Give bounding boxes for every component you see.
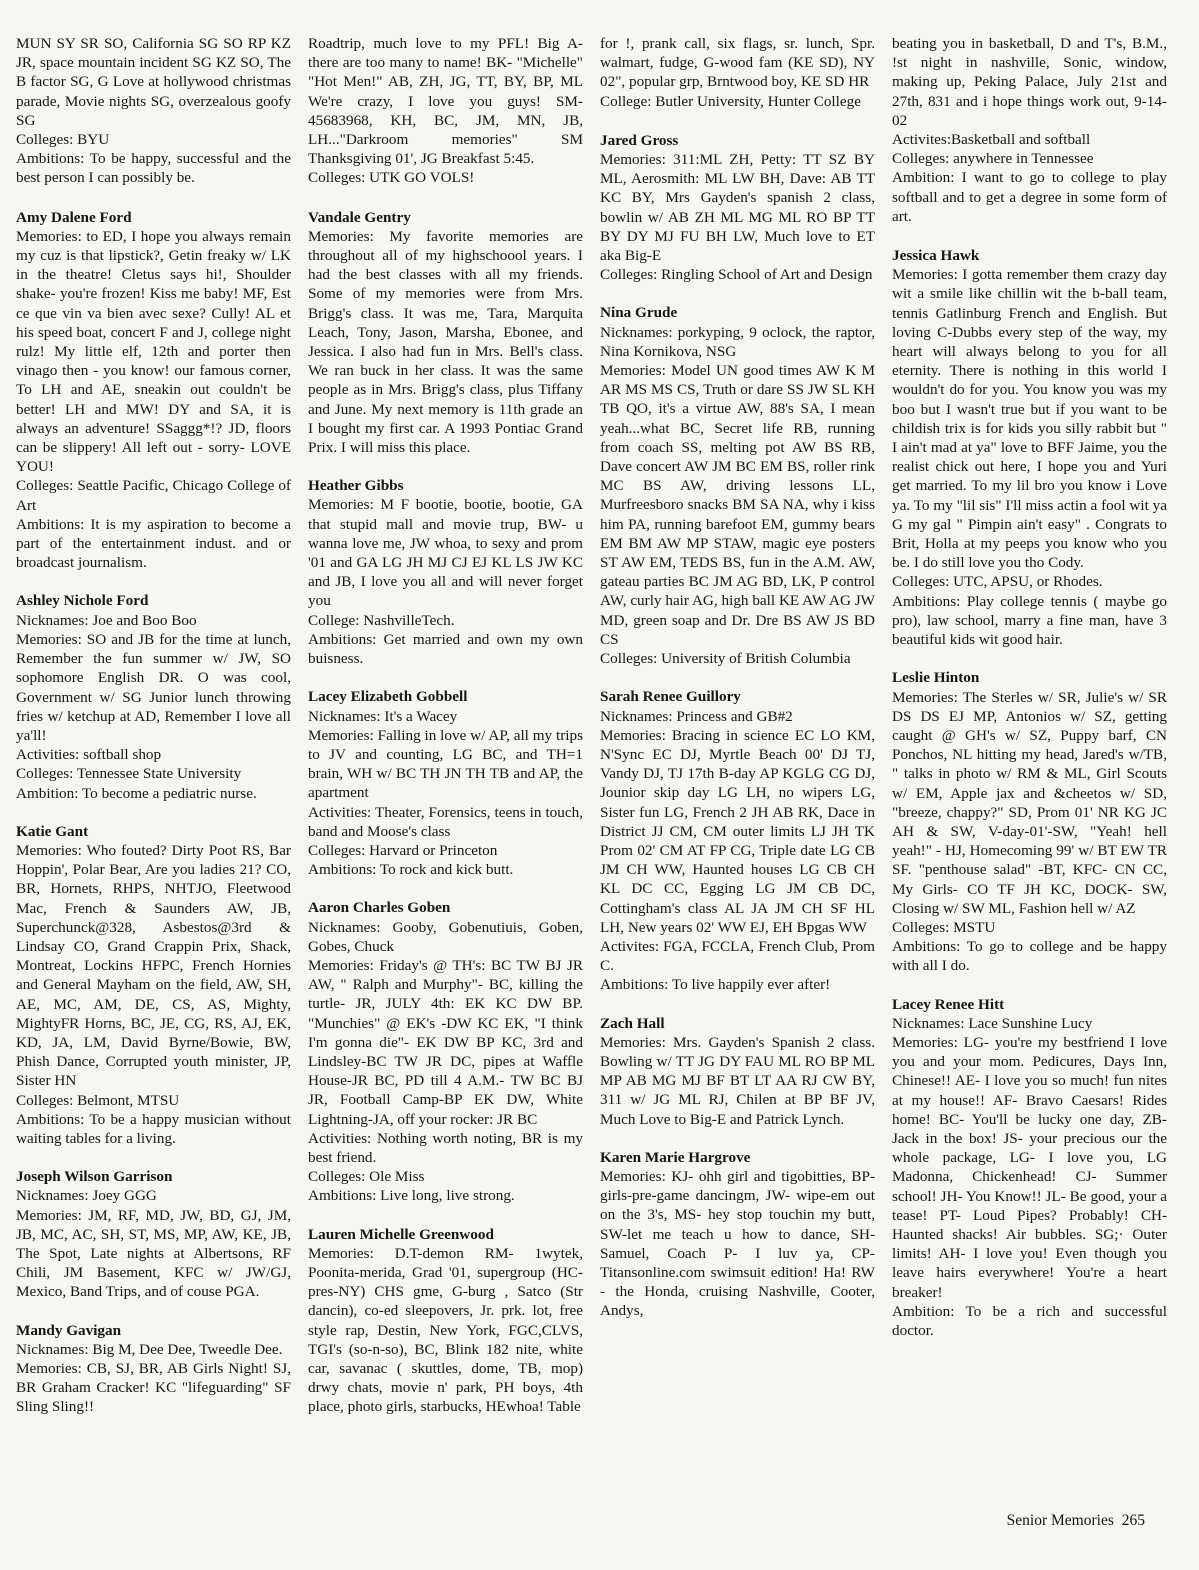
- senior-name: Joseph Wilson Garrison: [16, 1168, 173, 1186]
- entry-text: Colleges: UTK GO VOLS!: [308, 169, 475, 187]
- entry-text: Colleges: MSTU: [892, 918, 996, 936]
- entry-text: Nicknames: It's a Wacey: [308, 707, 458, 725]
- page-footer: [1003, 1512, 1145, 1530]
- entry-text: Ambitions: To be a happy musician without waiting tables for a living.: [16, 1110, 291, 1147]
- entry-text: Colleges: anywhere in Tennessee: [892, 150, 1094, 168]
- senior-name: Lacey Renee Hitt: [892, 995, 1005, 1013]
- senior-name: Katie Gant: [16, 822, 89, 840]
- entry-text: beating you in basketball, D and T's, B.M., !st night in nashville, Sonic, window, making up, Peking Palace, July 21st and 27th, 831 and i hope things work out, 9-14-02: [892, 35, 1167, 129]
- entry-text: Colleges: Ole Miss: [308, 1168, 425, 1186]
- text-columns: [0, 34, 1199, 1436]
- entry-text: Memories: D.T-demon RM- 1wytek, Poonita-merida, Grad '01, supergroup (HC-pres-NY) CHS gme, G-burg , Satco (Str dancin), co-ed sleepovers, Jr. prk. lot, free style rap, Destin, New York, FGC,CLVS, TGI's (so-n-so), BC, Blink 182 nite, white car, savanac ( skuttles, dome, TB, mop) drwy chats, movie n' park, PH boys, 4th place, photo girls, starbucks, HEwhoa! Table: [308, 1244, 583, 1416]
- column-2: [308, 34, 583, 1436]
- footer-section-title: Senior Memories: [1006, 1512, 1114, 1529]
- senior-entry: [16, 591, 291, 802]
- senior-name: Mandy Gavigan: [16, 1321, 122, 1339]
- entry-text: Memories: SO and JB for the time at lunch, Remember the fun summer w/ JW, SO sophomore English DR. O was cool, Government w/ SG Junior lunch throwing fries w/ ketchup at AD, Remember I love all ya'll!: [16, 630, 291, 744]
- entry-text: for !, prank call, six flags, sr. lunch, Spr. walmart, fudge, G-wood fam (KE SD), NY 02", popular grp, Brntwood boy, KE SD HR: [600, 35, 875, 91]
- entry-text: Ambition: I want to go to college to play softball and to get a degree in some form of art.: [892, 169, 1167, 225]
- entry-text: Activities: softball shop: [16, 746, 162, 764]
- entry-text: Colleges: UTC, APSU, or Rhodes.: [892, 573, 1103, 591]
- senior-entry: [308, 898, 583, 1205]
- entry-text: College: Butler University, Hunter College: [600, 92, 861, 110]
- senior-entry: [600, 687, 875, 994]
- senior-name: Vandale Gentry: [308, 208, 411, 226]
- entry-text: College: NashvilleTech.: [308, 611, 455, 629]
- entry-text: Colleges: Belmont, MTSU: [16, 1091, 180, 1109]
- senior-entry: [308, 208, 583, 458]
- entry-text: Ambition: To be a rich and successful doctor.: [892, 1302, 1167, 1339]
- entry-text: Memories: Falling in love w/ AP, all my trips to JV and counting, LG BC, and TH=1 brain, WH w/ BC TH JN TH TB and AP, the apartment: [308, 726, 583, 802]
- entry-text: Roadtrip, much love to my PFL! Big A- there are too many to name! BK- "Michelle" "Hot Men!" AB, ZH, JG, TT, BY, BP, ML We're crazy, I love you guys! SM- 45683968, KH, BC, JM, MN, JB, LH..."Darkroom memories" SM Thanksgiving 01', JG Breakfast 5:45.: [308, 35, 583, 168]
- entry-text: Memories: CB, SJ, BR, AB Girls Night! SJ, BR Graham Cracker! KC "lifeguarding" SF Sling Sling!!: [16, 1360, 291, 1416]
- entry-text: Memories: LG- you're my bestfriend I love you and your mom. Pedicures, Days Inn, Chinese!! AE- I love you so much! fun nites at my house!! AF- Bravo Caesars! Rides home! BC- You'll be lucky one day, ZB- Jack in the box! JS- your precious our the whole package, LG- I love you, LG Madonna, Chickenhead! CJ- Summer school! JH- You Know!! JL- Be good, your a tease! PT- Loud Pipes? Probably! CH- Haunted shacks! Air bubbles. SG;· Outer limits! AH- I love you! Even though you leave hairs everywhere! You're a heart breaker!: [892, 1033, 1167, 1301]
- senior-name: Amy Dalene Ford: [16, 208, 132, 226]
- entry-text: Memories: Mrs. Gayden's Spanish 2 class. Bowling w/ TT JG DY FAU ML RO BP ML MP AB MG MJ BF BT LT AA RJ CW BY, 311 w/ JG ML RJ, Chilen at BP BF JV, Much Love to Big-E and Patrick Lynch.: [600, 1033, 875, 1128]
- senior-entry: [308, 1225, 583, 1417]
- senior-entry-continued: [16, 34, 291, 188]
- entry-text: Nicknames: Lace Sunshine Lucy: [892, 1014, 1093, 1032]
- senior-name: Lauren Michelle Greenwood: [308, 1225, 494, 1243]
- entry-text: Colleges: Seattle Pacific, Chicago College of Art: [16, 477, 291, 514]
- entry-text: Activities: Nothing worth noting, BR is my best friend.: [308, 1129, 583, 1166]
- senior-name: Sarah Renee Guillory: [600, 688, 741, 706]
- entry-text: Colleges: Harvard or Princeton: [308, 841, 498, 859]
- column-4: [892, 34, 1167, 1436]
- entry-text: Ambitions: To live happily ever after!: [600, 976, 831, 994]
- entry-text: Nicknames: Joe and Boo Boo: [16, 611, 197, 629]
- senior-entry: [600, 1014, 875, 1129]
- entry-text: Memories: I gotta remember them crazy day wit a smile like chillin wit the b-ball team, tennis Gatlinburg French and English. But loving C-Dubbs every step of the way, my heart will always belong to you for all eternity. There is nothing in this world I wouldn't do for you. You know you was my boo but I wasn't true but if you want to be childish trix is for kids you silly rabbit but " I ain't mad at ya" love to BFF Jaime, you the realist chick out here, I hope you and Yuri get married. To my lil bro you know i Love ya. To my "lil sis" I'll miss actin a fool wit ya G my gal " Pimpin ain't easy" . Congrats to Brit, Holla at my peeps you know who you be. I do still love you tho Cody.: [892, 266, 1167, 572]
- senior-entry: [892, 668, 1167, 975]
- entry-text: Memories: Model UN good times AW K M AR MS MS CS, Truth or dare SS JW SL KH TB QO, it's a virtue AW, 88's SA, I mean yeah...what BC, Secret life RB, running from coach SS, melting pot AW BS RB, Dave concert AW JM BC EM BS, roller rink MC BS AW, driving lessons LL, Murfreesboro snacks BM SA NA, why i kiss him PA, running barefoot EM, gummy bears EM BM AW MP STAW, magic eye posters ST AW EM, TEDS BS, fun in the A.M. AW, gateau parties BC JM AG BD, LK, P control AW, curly hair AG, high ball KE AW AG JW MD, green soap and Dr. Dre BS AW JS BD CS: [600, 362, 875, 648]
- senior-entry: [600, 303, 875, 668]
- column-1: [16, 34, 291, 1436]
- senior-entry: [16, 1321, 291, 1417]
- senior-entry: [16, 822, 291, 1148]
- senior-entry: [600, 1148, 875, 1321]
- footer-page-number: 265: [1121, 1512, 1145, 1529]
- senior-entry: [16, 1167, 291, 1301]
- senior-entry: [308, 687, 583, 879]
- senior-name: Nina Grude: [600, 304, 678, 322]
- entry-text: Nicknames: Princess and GB#2: [600, 707, 793, 725]
- entry-text: Memories: to ED, I hope you always remain my cuz is that lipstick?, Getin freaky w/ LK in the theatre! Cletus says hi!, Shoulder shake- you're frozen! Kiss me baby! MF, Est ce que vin va bien avec sexe? Cully! AL et his speed boat, concert F and J, college night rulz! My little elf, 12th and porter then vinago then - you know! our famous corner, To LH and AE, sneakin out couldn't be better! LH and MW! DY and SA, it is always an adventure! SSaggg*!? JD, floors can be slippery! All left out - sorry- LOVE YOU!: [16, 227, 291, 476]
- entry-text: Memories: KJ- ohh girl and tigobitties, BP- girls-pre-game dancingm, JW- wipe-em out on the 3's, MS- hey stop touchin my butt, SW-let me teach u how to dance, SH-Samuel, Coach P- I luv ya, CP- Titansonline.com swimsuit edition! Ha! RW - the Honda, cruising Nashville, Cooter, Andys,: [600, 1167, 875, 1320]
- senior-name: Leslie Hinton: [892, 669, 980, 687]
- entry-text: Memories: JM, RF, MD, JW, BD, GJ, JM, JB, MC, AC, SH, ST, MS, MP, AW, KE, JB, The Spot, Late nights at Albertsons, RF Chili, JM Basement, KFC w/ JW/GJ, Mexico, Band Trips, and of couse PGA.: [16, 1206, 291, 1301]
- entry-text: Colleges: BYU: [16, 131, 110, 149]
- entry-text: Activities: Theater, Forensics, teens in touch, band and Moose's class: [308, 803, 583, 840]
- senior-entry: [600, 131, 875, 285]
- entry-text: Nicknames: porkyping, 9 oclock, the raptor, Nina Kornikova, NSG: [600, 323, 875, 360]
- entry-text: Nicknames: Gooby, Gobenutiuis, Goben, Gobes, Chuck: [308, 918, 583, 955]
- entry-text: Memories: M F bootie, bootie, bootie, GA that stupid mall and movie trup, BW- u wanna love me, JW whoa, to sexy and prom '01 and GA LG JH MJ CJ EJ KL LS JW KC and JB, I love you all and will never forget you: [308, 496, 583, 610]
- entry-text: Colleges: Tennessee State University: [16, 765, 242, 783]
- senior-name: Lacey Elizabeth Gobbell: [308, 688, 468, 706]
- entry-text: Colleges: Ringling School of Art and Design: [600, 266, 873, 284]
- entry-text: Nicknames: Joey GGG: [16, 1187, 157, 1205]
- senior-name: Zach Hall: [600, 1014, 665, 1032]
- senior-name: Heather Gibbs: [308, 477, 404, 495]
- entry-text: Memories: The Sterles w/ SR, Julie's w/ SR DS DS EJ MP, Antonios w/ SZ, getting caught @ GH's w/ SZ, Puppy barf, CN Ponchos, NL hitting my head, Jared's w/TB, " talks in photo w/ RM & ML, Girl Scouts w/ EM, Apple jax and &cheetos w/ SD, "breeze, chappy?" SD, Prom 01' NR KG JC AH & SW, V-day-01'-SW, "Yeah! hell yeah!" - HJ, Homecoming 99' w/ BT EW TR SF. "penthouse salad" -BT, KFC- CN CC, My Girls- CO TF JH KC, DOCK- SW, Closing w/ SW ML, Fashion hell w/ AZ: [892, 688, 1167, 917]
- entry-text: Ambitions: It is my aspiration to become a part of the entertainment indust. and or broadcast journalism.: [16, 515, 291, 572]
- senior-entry-continued: [600, 34, 875, 111]
- entry-text: Ambitions: To be happy, successful and the best person I can possibly be.: [16, 150, 291, 187]
- senior-name: Jared Gross: [600, 131, 679, 149]
- senior-entry-continued: [308, 34, 583, 188]
- senior-name: Karen Marie Hargrove: [600, 1148, 751, 1166]
- senior-name: Ashley Nichole Ford: [16, 592, 149, 610]
- entry-text: Activites:Basketball and softball: [892, 131, 1091, 149]
- entry-text: Ambitions: Play college tennis ( maybe go pro), law school, marry a fine man, have 3 beautiful kids wit good hair.: [892, 592, 1167, 649]
- entry-text: Ambitions: To go to college and be happy with all I do.: [892, 938, 1167, 975]
- entry-text: Colleges: University of British Columbia: [600, 650, 851, 668]
- entry-text: MUN SY SR SO, California SG SO RP KZ JR, space mountain incident SG KZ SO, The B factor SG, G Love at hollywood christmas parade, Movie nights SG, overzealous goofy SG: [16, 35, 291, 129]
- entry-text: Nicknames: Big M, Dee Dee, Tweedle Dee.: [16, 1340, 283, 1358]
- senior-name: Jessica Hawk: [892, 247, 980, 265]
- entry-text: Ambition: To become a pediatric nurse.: [16, 784, 257, 802]
- entry-text: Memories: Bracing in science EC LO KM, N'Sync EC DJ, Myrtle Beach 00' DJ TJ, Vandy DJ, TJ 17th B-day AP KGLG CG DJ, Jounior skip day LG LH, no wipers LG, Sister fun LG, French 2 JH AB RK, Dace in District JJ CM, CM outer limits LJ JH TK Prom 02' CM AT FP CG, Triple date LG CB JM CH WW, Haunted houses LG CB CH KL DC CC, Egging LG JM CB DC, Cottingham's class AL JA JM CH SF HL LH, New years 02' WW EJ, EH Bpgas WW: [600, 726, 875, 936]
- senior-entry: [16, 208, 291, 573]
- senior-entry: [892, 995, 1167, 1341]
- senior-entry: [308, 476, 583, 668]
- column-3: [600, 34, 875, 1436]
- entry-text: Ambitions: Get married and own my own buisness.: [308, 630, 583, 668]
- senior-entry-continued: [892, 34, 1167, 226]
- entry-text: Memories: Friday's @ TH's: BC TW BJ JR AW, " Ralph and Murphy"- BC, killing the turtle- JR, JULY 4th: EK KC DW BP. "Munchies" @ EK's -DW KC EK, "I think I'm gonna die"- EK DW BP KC, 3rd and Lindsley-BC TW JR DC, pipes at Waffle House-JR BC, PD till 4 A.M.- TW BC BJ JR, Football Camp-BP EK DW, White Lightning-JA, off your rocker: JR BC: [308, 956, 583, 1128]
- senior-entry: [892, 246, 1167, 649]
- entry-text: Memories: 311:ML ZH, Petty: TT SZ BY ML, Aerosmith: ML LW BH, Dave: AB TT KC BY, Mrs Gayden's spanish 2 class, bowlin w/ AB ZH ML MG ML RO BP TT BY DY MJ FU BH LW, Much love to ET aka Big-E: [600, 151, 875, 265]
- entry-text: Ambitions: Live long, live strong.: [308, 1187, 515, 1205]
- entry-text: Activites: FGA, FCCLA, French Club, Prom C.: [600, 937, 875, 975]
- entry-text: Ambitions: To rock and kick butt.: [308, 861, 514, 879]
- senior-name: Aaron Charles Goben: [308, 899, 451, 917]
- entry-text: Memories: Who fouted? Dirty Poot RS, Bar Hoppin', Polar Bear, Are you ladies 21? CO, BR, Hornets, RHPS, NHTJO, Fleetwood Mac, French & Saunders AW, JB, Superchunck@328, Asbestos@3rd & Lindsay CO, Grand Crappin Prix, Shack, Montreat, Lockins HFPC, French Hornies and General Mayham on the field, AW, SH, AE, MC, AM, DE, CS, AS, Mighty, MightyFR Horns, BC, JE, CG, RS, AJ, EK, KD, JA, LM, David Byrne/Bowie, BW, Phish Dance, Corrupted youth minister, JP, Sister HN: [16, 841, 291, 1090]
- entry-text: Memories: My favorite memories are throughout all of my highschoool years. I had the best classes with all my friends. Some of my memories were from Mrs. Brigg's class. It was me, Tara, Marquita Leach, Tony, Jason, Marsha, Ebonee, and Jessica. I also had fun in Mrs. Bell's class. We ran buck in her class. It was the same people as in Mrs. Brigg's class, plus Tiffany and June. My next memory is 11th grade an I bought my first car. A 1993 Pontiac Grand Prix. I will miss this place.: [308, 227, 583, 457]
